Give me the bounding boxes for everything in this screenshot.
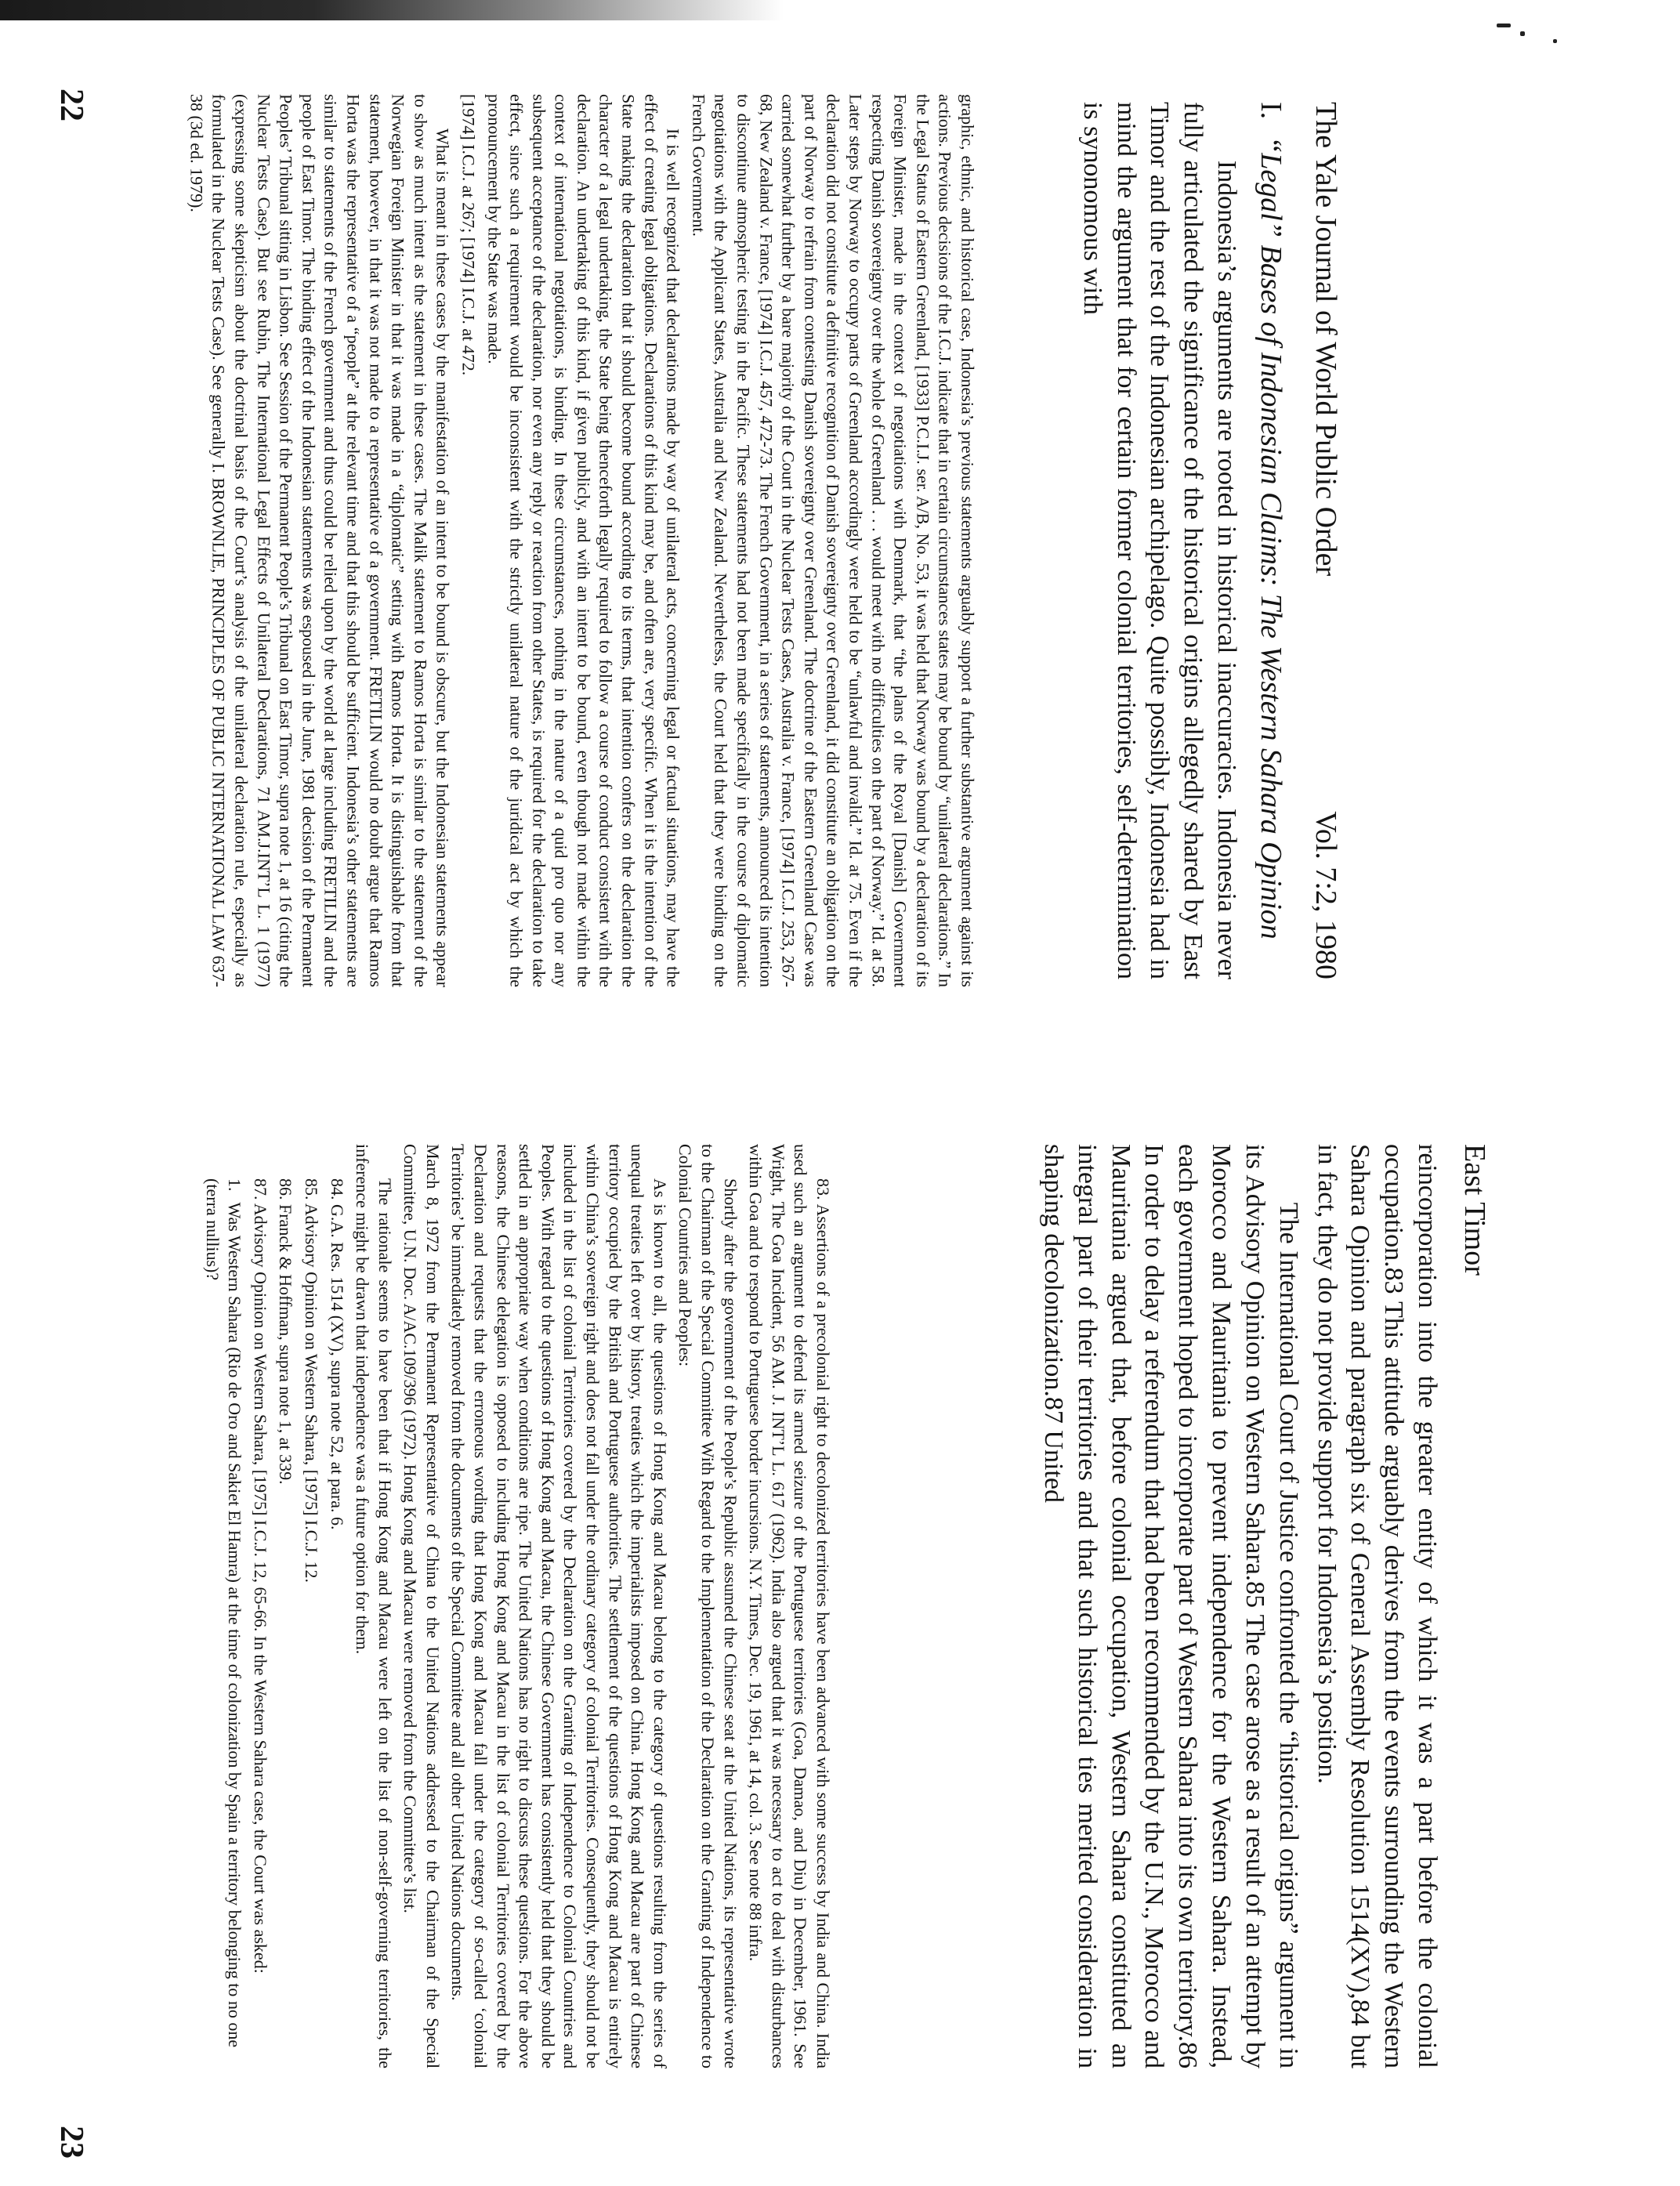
- left-page-main-column: [1070, 102, 1343, 979]
- body-paragraph: The International Court of Justice confronted the “historical origins” argument in its Advisory Opinion on Western Sahara.85 The case arose as a result of an attempt by Morocco and Mauritania to prevent independence for the Western Sahara. Instead, each government hoped to incorporate part of Western Sahara into its own territory.86 In order to delay a referendum that had been recommended by the U.N., Morocco and Mauritania argued that, before colonial occupation, Western Sahara constituted an integral part of their territories and that such historical ties merited consideration in shaping decolonization.87 United: [1038, 1144, 1303, 2068]
- section-number: I.: [1255, 102, 1288, 120]
- footnote-block-quote: It is well recognized that declarations made by way of unilateral acts, concerning legal or factual situations, may have the effect of creating legal obligations. Declarations of this kind may be, and often are, very specific. When it is the intention of the State making the declaration that it should become bound according to its terms, that intention confers on the declaration the character of a legal undertaking, the State being thenceforth legally required to follow a course of conduct consistent with the declaration. An undertaking of this kind, if given publicly, and with an intent to be bound, even though not made within the context of international negotiations, is binding. In these circumstances, nothing in the nature of a quid pro quo nor any subsequent acceptance of the declaration, nor even any reply or reaction from other States, is required for the declaration to take effect, since such a requirement would be inconsistent with the strictly unilateral nature of the juridical act by which the pronouncement by the State was made.: [483, 94, 683, 987]
- footnote-83: 83. Assertions of a precolonial right to decolonized territories have been advanced with some success by India and China. India used such an argument to defend its armed seizure of the Portuguese territories (Goa, Damao, and Diu) in December, 1961. See Wright, The Goa Incident, 56 AM. J. INT’L L. 617 (1962). India also argued that it was necessary to act to deal with disturbances within Goa and to respond to Portuguese border incursions. N.Y. Times, Dec. 19, 1961, at 14, col. 3. See note 88 infra.: [746, 1144, 834, 2068]
- body-paragraph: reincorporation into the greater entity of which it was a part before the colonial occupation.83 This attitude arguably derives from the events surrounding the Western Sahara Opinion and paragraph six of General Assembly Resolution 1514(XV),84 but in fact, they do not provide support for Indonesia’s position.: [1312, 1144, 1442, 2068]
- right-page-footnotes: [201, 1144, 834, 2068]
- question-number: 1.: [225, 1178, 245, 1192]
- left-running-header: [1309, 102, 1343, 979]
- running-title: East Timor: [1457, 1144, 1491, 1276]
- footnote-84: 84. G.A. Res. 1514 (XV), supra note 52, at para. 6.: [327, 1178, 347, 1530]
- footnote-citation: March 8, 1972 from the Permanent Representative of China to the United Nations addressed to the Chairman of the Special Committee, U.N. Doc. A/AC.109/396 (1972). Hong Kong and Macau were removed from the Committee’s list.: [400, 1144, 443, 2068]
- footnote-paragraph: graphic, ethnic, and historical case, Indonesia’s previous statements arguably support a further substantive argument against its actions. Previous decisions of the I.C.J. indicate that in certain circumstances states may be bound by “unilateral declarations.” In the Legal Status of Eastern Greenland, [1933] P.C.I.J. ser. A/B, No. 53, it was held that Norway was bound by a declaration of its Foreign Minister, made in the context of negotiations with Denmark, that “the plans of the Royal [Danish] Government respecting Danish sovereignty over the whole of Greenland . . . would meet with no difficulties on the part of Norway.” Id. at 58. Later steps by Norway to occupy parts of Greenland accordingly were held to be “unlawful and invalid.” Id. at 75. Even if the declaration did not constitute a definitive recognition of Danish sovereignty over Greenland, it did constitute an obligation on the part of Norway to refrain from contesting Danish sovereignty over Greenland. The doctrine of the Eastern Greenland Case was carried somewhat further by a bare majority of the Court in the Nuclear Tests Cases, Australia v. France, [1974] I.C.J. 253, 267-68, New Zealand v. France, [1974] I.C.J. 457, 472-73. The French Government, in a series of statements, announced its intention to discontinue atmospheric testing in the Pacific. These statements had not been made specifically in the course of diplomatic negotiations with the Applicant States, Australia and New Zealand. Nevertheless, the Court held that they were binding on the French Government.: [689, 94, 978, 987]
- footnote-86: 86. Franck & Hoffman, supra note 1, at 339.: [276, 1178, 296, 1485]
- body-paragraph: Indonesia’s arguments are rooted in historical inaccuracies. Indonesia never fully articulated the significance of the historical origins allegedly shared by East Timor and the rest of the Indonesian archipelago. Quite possibly, Indonesia had in mind the argument that for certain former colonial territories, self-determination is synonomous with: [1077, 102, 1242, 979]
- footnote-paragraph: The rationale seems to have been that if Hong Kong and Macau were left on the list of non-self-governing territories, the inference might be drawn that independence was a future option for them.: [353, 1144, 395, 2068]
- scan-speck: [1520, 31, 1525, 36]
- left-page-number: 22: [53, 89, 89, 121]
- section-heading: [1254, 102, 1288, 979]
- footnote-85: 85. Advisory Opinion on Western Sahara, [1975] I.C.J. 12.: [301, 1178, 321, 1583]
- scan-speck: [1497, 24, 1511, 27]
- scan-speck: [1553, 39, 1557, 43]
- question-item: [201, 1178, 245, 2068]
- left-page-footnotes: [182, 94, 979, 987]
- volume-info: Vol. 7:2, 1980: [1309, 811, 1343, 979]
- footnote-87: 87. Advisory Opinion on Western Sahara, [1975] I.C.J. 12, 65-66. In the Western Sahara case, the Court was asked:: [250, 1178, 270, 1974]
- scan-shadow: [0, 0, 784, 20]
- footnote-paragraph: What is meant in these cases by the manifestation of an intent to be bound is obscure, but the Indonesian statements appear to show as much intent as the statement in these cases. The Malik statement to Ramos Horta is similar to the statement of the Norwegian Foreign Minister in that it was made in a “diplomatic” setting with Ramos Horta. It is distinguishable from that statement, however, in that it was not made to a representative of a government. FRETILIN would no doubt argue that Ramos Horta was the representative of a “people” at the relevant time and that this should be sufficient. Indonesia’s other statements are similar to statements of the French government and thus could be relied upon by the world at large including FRETILIN and the people of East Timor. The binding effect of the Indonesian statements was espoused in the June, 1981 decision of the Permanent Peoples’ Tribunal sitting in Lisbon. See Session of the Permanent People’s Tribunal on East Timor, supra note 1, at 16 (citing the Nuclear Tests Case). But see Rubin, The International Legal Effects of Unilateral Declarations, 71 AM.J.INT’L L. 1 (1977) (expressing some skepticism about the doctrinal basis of the Court’s analysis of the unilateral declaration rule, especially as formulated in the Nuclear Tests Case). See generally I. BROWNLIE, PRINCIPLES OF PUBLIC INTERNATIONAL LAW 637-38 (3d ed. 1979).: [186, 94, 453, 987]
- question-text: Was Western Sahara (Rio de Oro and Sakiet El Hamra) at the time of colonization by Spain a territory belonging to no one (terra nullius)?: [202, 1178, 245, 2048]
- footnote-citation: [1974] I.C.J. at 267; [1974] I.C.J. at 472.: [458, 94, 479, 376]
- footnote-block-quote: As is known to all, the questions of Hong Kong and Macau belong to the category of questions resulting from the series of unequal treaties left over by history, treaties which the imperialists imposed on China. Hong Kong and Macau are part of Chinese territory occupied by the British and Portuguese authorities. The settlement of the questions of Hong Kong and Macau is entirely within China’s sovereign right and does not fall under the ordinary category of colonial Territories. Consequently, they should not be included in the list of colonial Territories covered by the Declaration on the Granting of Independence to Colonial Countries and Peoples. With regard to the questions of Hong Kong and Macau, the Chinese Government has consistently held that they should be settled in an appropriate way when conditions are ripe. The United Nations has no right to discuss these questions. For the above reasons, the Chinese delegation is opposed to including Hong Kong and Macau in the list of colonial Territories covered by the Declaration and requests that the erroneous wording that Hong Kong and Macau fall under the category of so-called ‘colonial Territories’ be immediately removed from the documents of the Special Committee and all other United Nations documents.: [448, 1144, 670, 2068]
- right-running-header: [1457, 1144, 1492, 2068]
- footnote-paragraph: Shortly after the government of the People’s Republic assumed the Chinese seat at the United Nations, its representative wrote to the Chairman of the Special Committee With Regard to the Implementation of the Declaration on the Granting of Independence to Colonial Countries and Peoples:: [675, 1144, 740, 2068]
- right-page-main-column: [1031, 1144, 1492, 2068]
- right-page-number: 23: [53, 2126, 89, 2159]
- journal-title: The Yale Journal of World Public Order: [1309, 102, 1343, 577]
- section-title: “Legal” Bases of Indonesian Claims: The Western Sahara Opinion: [1255, 136, 1288, 939]
